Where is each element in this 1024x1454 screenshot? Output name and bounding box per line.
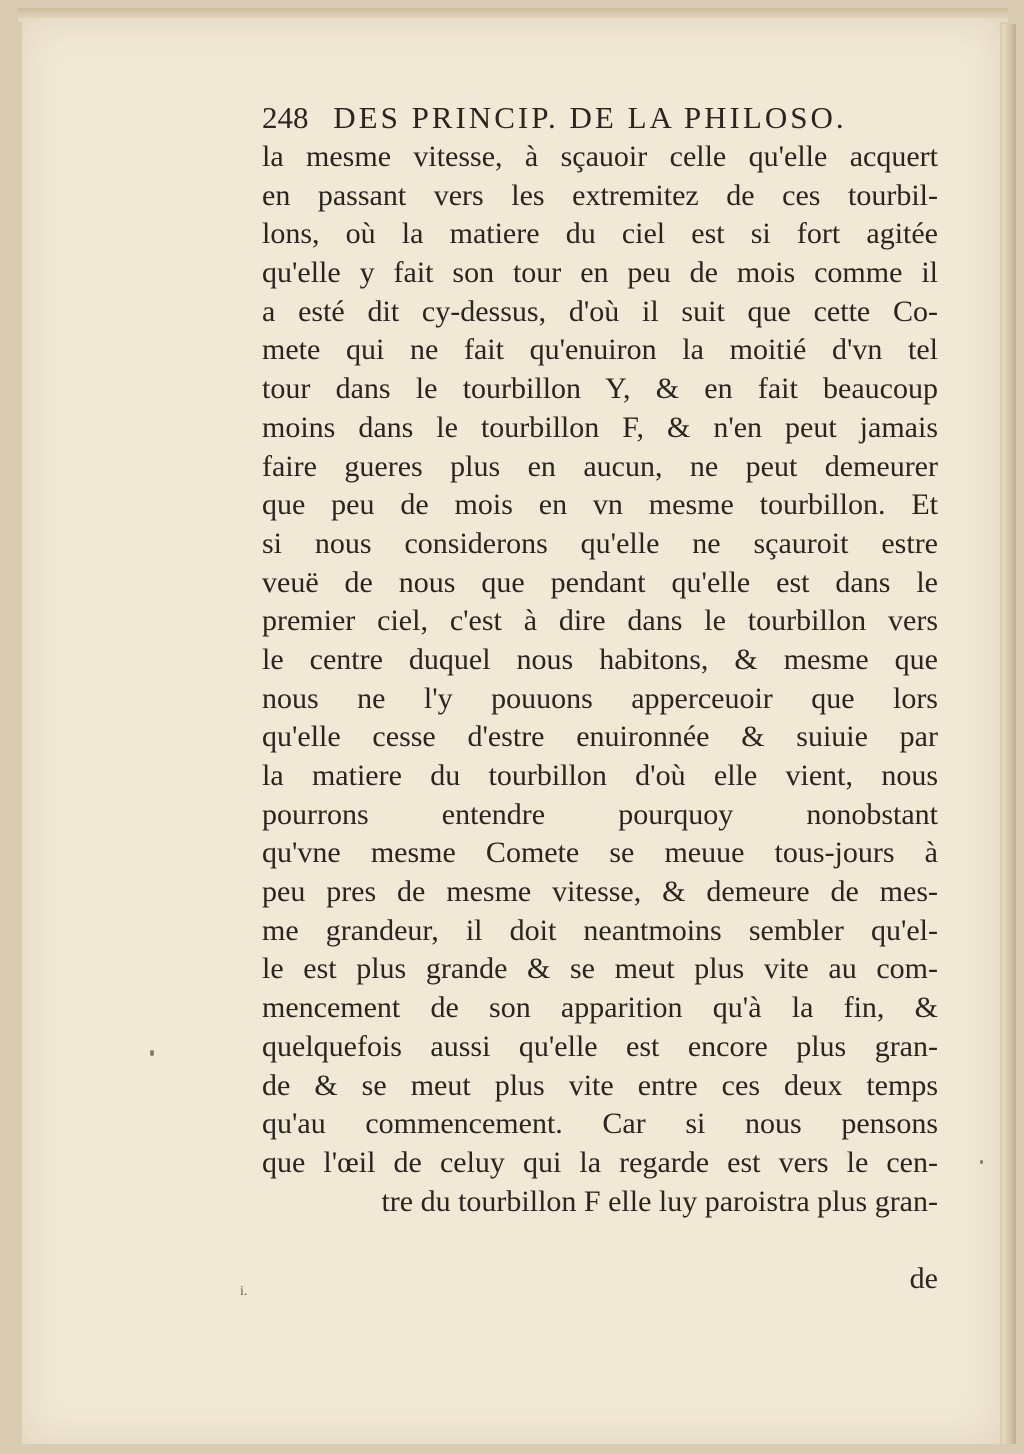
ink-speck xyxy=(980,1160,983,1164)
text-line: que peu de mois en vn mesme tourbillon. Et xyxy=(262,488,938,522)
signature-mark: i. xyxy=(240,1284,248,1299)
text-line: a esté dit cy-dessus, d'où il suit que cette Co- xyxy=(262,294,938,328)
page-number: 248 xyxy=(262,100,309,135)
running-title: DES PRINCIP. DE LA PHILOSO. xyxy=(333,100,847,135)
text-line: pourrons entendre pourquoy nonobstant xyxy=(262,797,938,831)
text-line: moins dans le tourbillon F, & n'en peut jamais xyxy=(262,410,938,444)
text-line: veuë de nous que pendant qu'elle est dans le xyxy=(262,565,938,599)
text-line: me grandeur, il doit neantmoins sembler qu'el- xyxy=(262,913,938,947)
text-line: en passant vers les extremitez de ces tourbil- xyxy=(262,178,938,212)
text-line: de & se meut plus vite entre ces deux temps xyxy=(262,1068,938,1102)
ink-speck xyxy=(150,1050,154,1056)
text-line: qu'elle cesse d'estre enuironnée & suiuie par xyxy=(262,720,938,754)
text-line: lons, où la matiere du ciel est si fort agitée xyxy=(262,217,938,251)
text-line: nous ne l'y pouuons apperceuoir que lors xyxy=(262,681,938,715)
text-line: qu'elle y fait son tour en peu de mois comme il xyxy=(262,256,938,290)
text-line: la mesme vitesse, à sçauoir celle qu'elle acquert xyxy=(262,140,938,173)
catchword: de xyxy=(909,1262,938,1295)
text-line: mencement de son apparition qu'à la fin, & xyxy=(262,991,938,1025)
text-line: peu pres de mesme vitesse, & demeure de mes- xyxy=(262,875,938,909)
text-line: si nous considerons qu'elle ne sçauroit estre xyxy=(262,526,938,560)
body-text xyxy=(262,138,938,1221)
text-line: tour dans le tourbillon Y, & en fait beaucoup xyxy=(262,372,938,406)
text-line: faire gueres plus en aucun, ne peut demeurer xyxy=(262,449,938,483)
running-header xyxy=(262,100,942,140)
text-line: tre du tourbillon F elle luy paroistra plus gran- xyxy=(381,1184,938,1218)
text-line: qu'au commencement. Car si nous pensons xyxy=(262,1107,938,1141)
text-line: le est plus grande & se meut plus vite au com- xyxy=(262,952,938,986)
text-line: quelquefois aussi qu'elle est encore plus gran- xyxy=(262,1029,938,1063)
text-line: que l'œil de celuy qui la regarde est vers le cen- xyxy=(262,1145,938,1179)
text-line: la matiere du tourbillon d'où elle vient, nous xyxy=(262,759,938,792)
text-line: qu'vne mesme Comete se meuue tous-jours à xyxy=(262,836,938,870)
text-line: le centre duquel nous habitons, & mesme que xyxy=(262,642,938,676)
text-line: premier ciel, c'est à dire dans le tourbillon vers xyxy=(262,604,938,638)
text-line: mete qui ne fait qu'enuiron la moitié d'vn tel xyxy=(262,333,938,367)
